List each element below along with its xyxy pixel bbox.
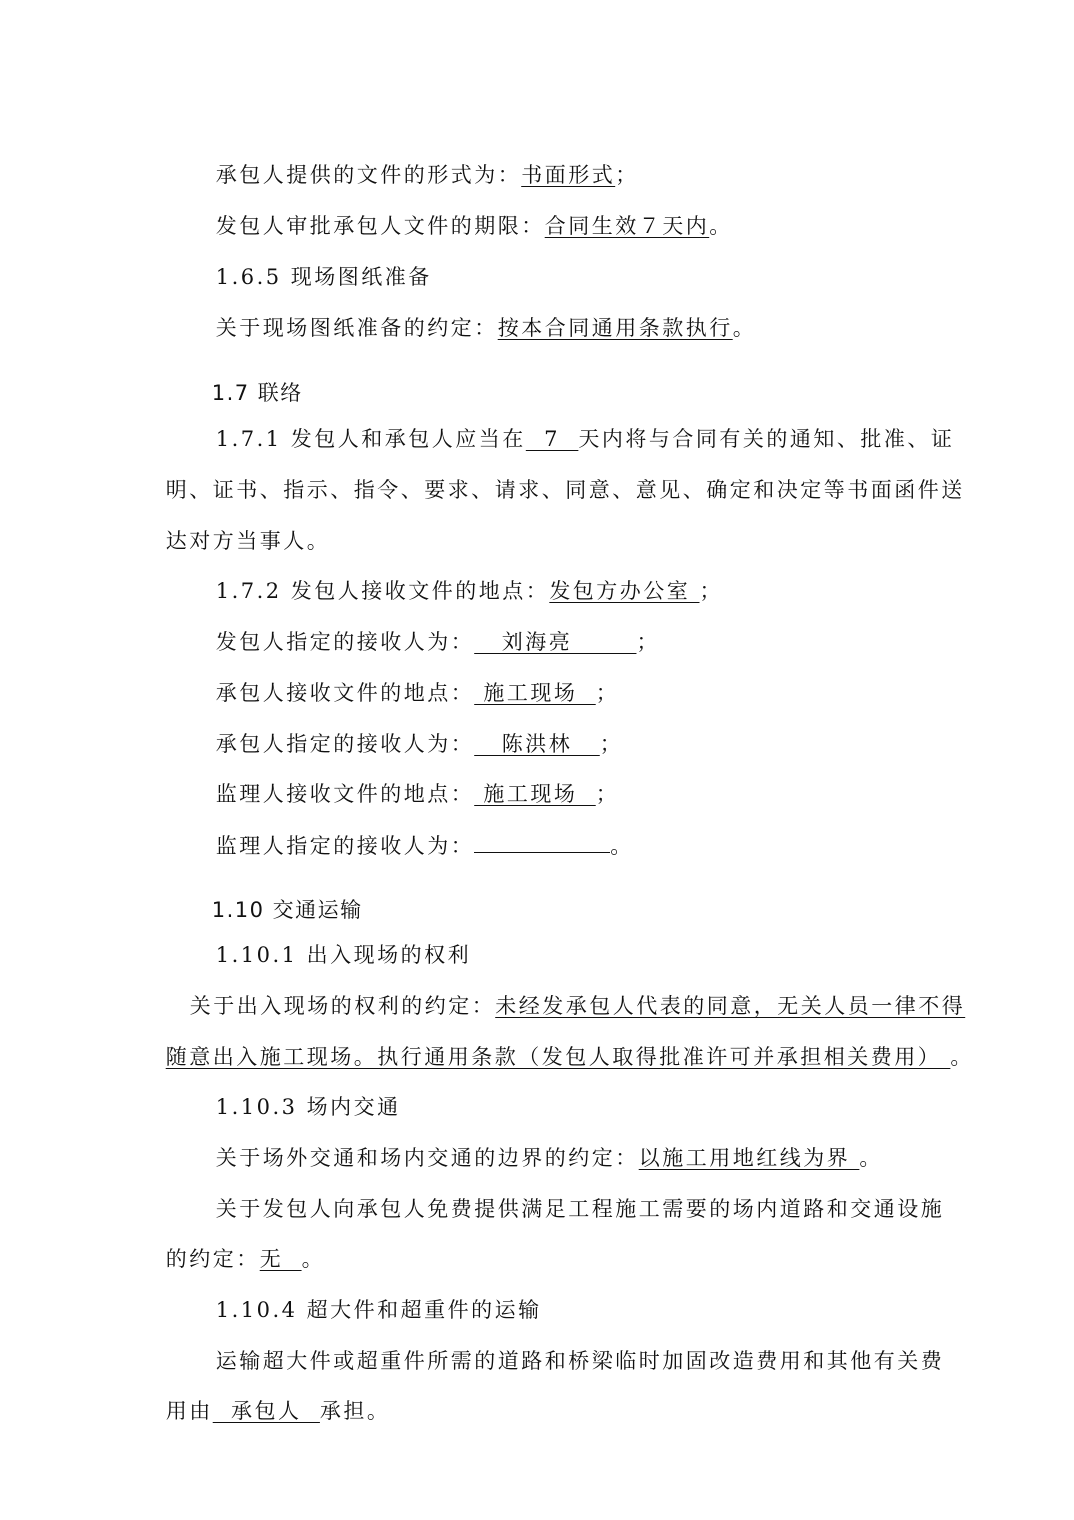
text: 天内将与合同有关的通知、批准、证 — [578, 427, 955, 451]
filled-value: 无 — [259, 1247, 302, 1271]
label: 承包人指定的接收人为： — [215, 732, 475, 756]
filled-value: 承包人 — [212, 1399, 320, 1423]
filled-value: 施工现场 — [474, 681, 596, 705]
label: 承包人提供的文件的形式为： — [215, 163, 522, 187]
label: 关于出入现场的权利的约定： — [189, 994, 496, 1018]
filled-value: 施工现场 — [474, 782, 596, 806]
label: 监理人接收文件的地点： — [215, 782, 475, 806]
doc-line-oversize-transport-cont — [129, 1366, 390, 1456]
heading-text: 1.10 交通运输 — [211, 898, 363, 922]
section-title: 1.6.5 现场图纸准备 — [215, 265, 432, 289]
punct: ； — [599, 732, 624, 756]
section-title: 1.10.3 场内交通 — [215, 1095, 401, 1119]
text: 关于发包人向承包人免费提供满足工程施工需要的场内道路和交通设施 — [215, 1197, 945, 1221]
heading-text: 1.7 联络 — [211, 381, 303, 405]
text: 承担。 — [319, 1399, 391, 1423]
text: 达对方当事人。 — [165, 529, 331, 553]
filled-value: 合同生效７天内 — [544, 214, 710, 238]
label: 发包人审批承包人文件的期限： — [215, 214, 545, 238]
section-title: 1.10.4 超大件和超重件的运输 — [215, 1298, 542, 1322]
filled-value: 7 — [525, 427, 579, 451]
punct: ； — [636, 630, 660, 654]
punct: ； — [615, 163, 639, 187]
punct: 。 — [732, 316, 757, 340]
filled-value: 以施工用地红线为界 — [638, 1146, 860, 1170]
punct: ； — [699, 579, 723, 603]
filled-value: 刘海亮 — [474, 630, 637, 654]
label: 关于场外交通和场内交通的边界的约定： — [215, 1146, 639, 1170]
label: 承包人接收文件的地点： — [215, 681, 475, 705]
filled-value: 未经发承包人代表的同意，无关人员一律不得 — [495, 994, 966, 1018]
text: 明、证书、指示、指令、要求、请求、同意、意见、确定和决定等书面函件送 — [165, 478, 965, 502]
punct: 。 — [950, 1045, 974, 1069]
label: 的约定： — [165, 1247, 260, 1271]
empty-blank — [474, 830, 610, 853]
label: 监理人指定的接收人为： — [215, 834, 475, 858]
filled-value: 书面形式 — [521, 163, 616, 187]
punct: 。 — [709, 214, 733, 238]
filled-value: 陈洪林 — [474, 732, 600, 756]
label: 1.7.1 发包人和承包人应当在 — [215, 427, 526, 451]
filled-value: 按本合同通用条款执行 — [497, 316, 733, 340]
label: 用由 — [165, 1399, 213, 1423]
section-title: 1.10.1 出入现场的权利 — [215, 943, 472, 967]
punct: 。 — [859, 1146, 883, 1170]
label: 发包人指定的接收人为： — [215, 630, 475, 654]
filled-value: 随意出入施工现场。执行通用条款（发包人取得批准许可并承担相关费用） — [165, 1045, 951, 1069]
label: 1.7.2 发包人接收文件的地点： — [215, 579, 550, 603]
filled-value: 发包方办公室 — [549, 579, 700, 603]
punct: ； — [595, 681, 620, 705]
punct: 。 — [301, 1247, 326, 1271]
text: 运输超大件或超重件所需的道路和桥梁临时加固改造费用和其他有关费 — [215, 1349, 945, 1373]
punct: 。 — [610, 834, 634, 858]
punct: ； — [595, 782, 620, 806]
label: 关于现场图纸准备的约定： — [215, 316, 498, 340]
